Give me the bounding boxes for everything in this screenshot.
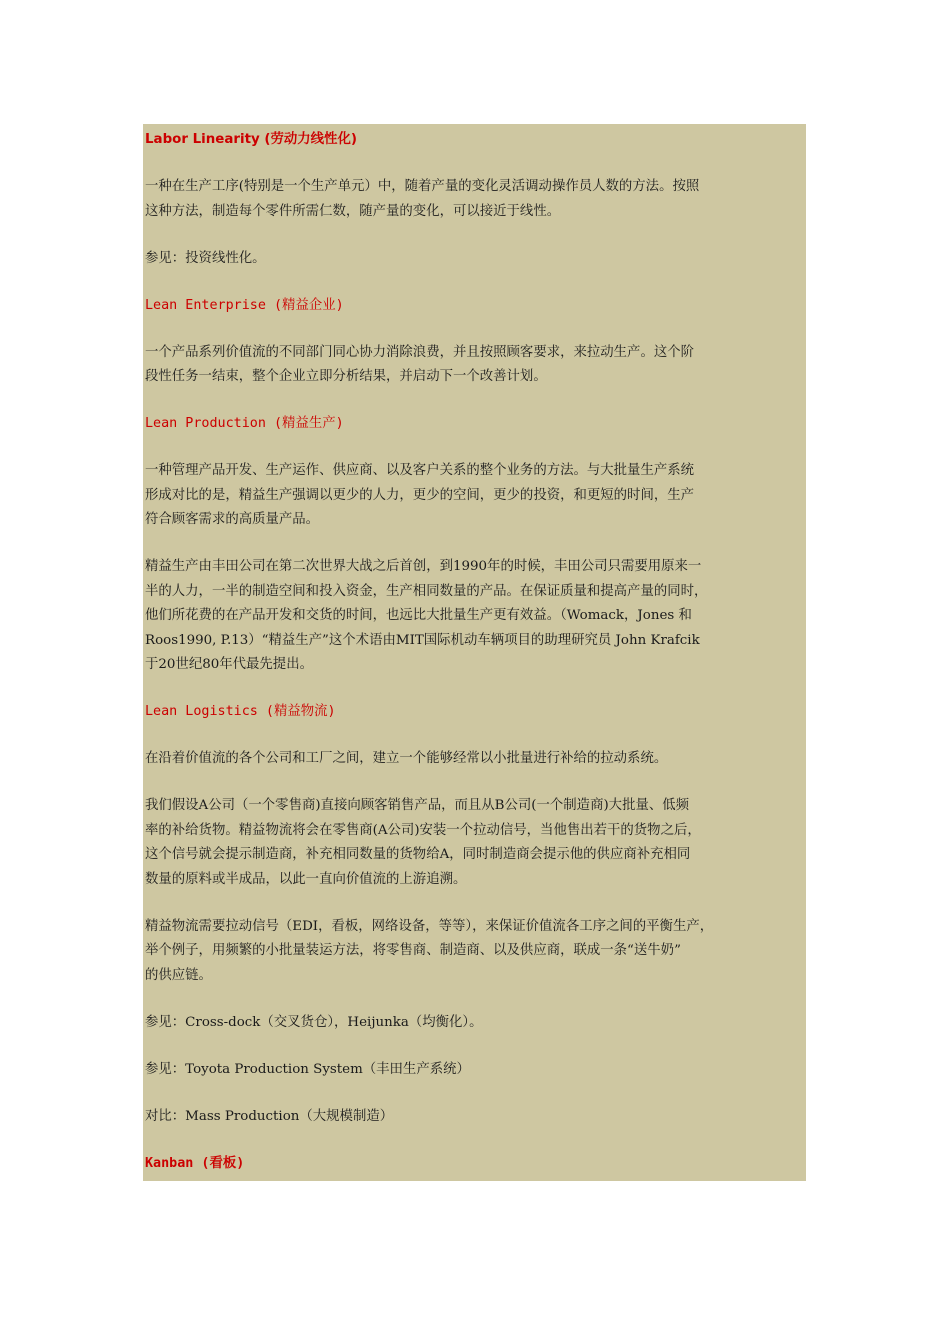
text-line: 在沿着价值流的各个公司和工厂之间，建立一个能够经常以小批量进行补给的拉动系统。 — [145, 751, 668, 766]
text-line: 于20世纪80年代最先提出。 — [145, 657, 313, 672]
text-line: 形成对比的是，精益生产强调以更少的人力，更少的空间，更少的投资，和更短的时间，生产 — [145, 487, 695, 503]
text-line: 这种方法，制造每个零件所需仁数，随产量的变化，可以接近于线性。 — [145, 203, 561, 219]
text-line: 一个产品系列价值流的不同部门同心协力消除浪费，并且按照顾客要求，来拉动生产。这个阶 — [145, 344, 695, 360]
text-line: 的供应链。 — [145, 967, 212, 983]
text-line: 半的人力，一半的制造空间和投入资金，生产相同数量的产品。在保证质量和提高产量的同时， — [145, 583, 708, 599]
see-also-note — [145, 247, 806, 272]
text-line: 参见：Toyota Production System（丰田生产系统） — [145, 1061, 470, 1077]
see-also-note — [145, 1058, 806, 1083]
entry-paragraph — [145, 341, 806, 390]
text-line: 数量的原料或半成品，以此一直向价值流的上游追溯。 — [145, 871, 467, 887]
contrast-note — [145, 1105, 806, 1130]
entry-paragraph — [145, 747, 806, 772]
see-also-note — [145, 1011, 806, 1036]
text-line: 参见：Cross-dock（交叉货仓），Heijunka（均衡化）。 — [145, 1014, 483, 1030]
entry-heading-lean-logistics: Lean Logistics (精益物流) — [145, 704, 336, 719]
entry-heading-lean-enterprise: Lean Enterprise (精益企业) — [145, 297, 344, 313]
text-line: 参见：投资线性化。 — [145, 250, 266, 266]
text-line: 他们所花费的在产品开发和交货的时间，也远比大批量生产更有效益。（Womack，Jones 和 — [145, 608, 692, 623]
text-line: 符合顾客需求的高质量产品。 — [145, 512, 320, 527]
entry-heading-kanban: Kanban (看板) — [145, 1155, 245, 1171]
text-line: 这个信号就会提示制造商，补充相同数量的货物给A，同时制造商会提示他的供应商补充相同 — [145, 847, 691, 862]
entry-heading-labor-linearity: Labor Linearity (劳动力线性化) — [145, 132, 357, 147]
text-line: 一种在生产工序(特别是一个生产单元）中，随着产量的变化灵活调动操作员人数的方法。按照 — [145, 179, 700, 194]
text-line: 对比：Mass Production（大规模制造） — [145, 1108, 394, 1124]
document-body — [143, 124, 806, 1176]
entry-paragraph — [145, 175, 806, 224]
text-line: 一种管理产品开发、生产运作、供应商、以及客户关系的整个业务的方法。与大批量生产系统 — [145, 463, 695, 478]
entry-paragraph — [145, 794, 806, 892]
text-line: 举个例子，用频繁的小批量装运方法，将零售商、制造商、以及供应商，联成一条“送牛奶” — [145, 943, 681, 958]
text-line: 率的补给货物。精益物流将会在零售商(A公司)安装一个拉动信号，当他售出若干的货物之后， — [145, 822, 701, 838]
text-line: 段性任务一结束，整个企业立即分析结果，并启动下一个改善计划。 — [145, 369, 547, 384]
text-line: 精益物流需要拉动信号（EDI，看板，网络设备，等等），来保证价值流各工序之间的平衡生产， — [145, 918, 714, 934]
entry-paragraph — [145, 459, 806, 533]
document-page — [143, 124, 806, 1181]
entry-heading-lean-production: Lean Production (精益生产) — [145, 416, 344, 431]
entry-paragraph — [145, 555, 806, 678]
entry-paragraph — [145, 915, 806, 989]
text-line: 精益生产由丰田公司在第二次世界大战之后首创，到1990年的时候，丰田公司只需要用原来一 — [145, 559, 702, 574]
text-line: Roos1990, P.13）“精益生产”这个术语由MIT国际机动车辆项目的助理研究员 John Krafcik — [145, 632, 700, 648]
text-line: 我们假设A公司（一个零售商)直接向顾客销售产品，而且从B公司(一个制造商)大批量、低频 — [145, 798, 690, 813]
